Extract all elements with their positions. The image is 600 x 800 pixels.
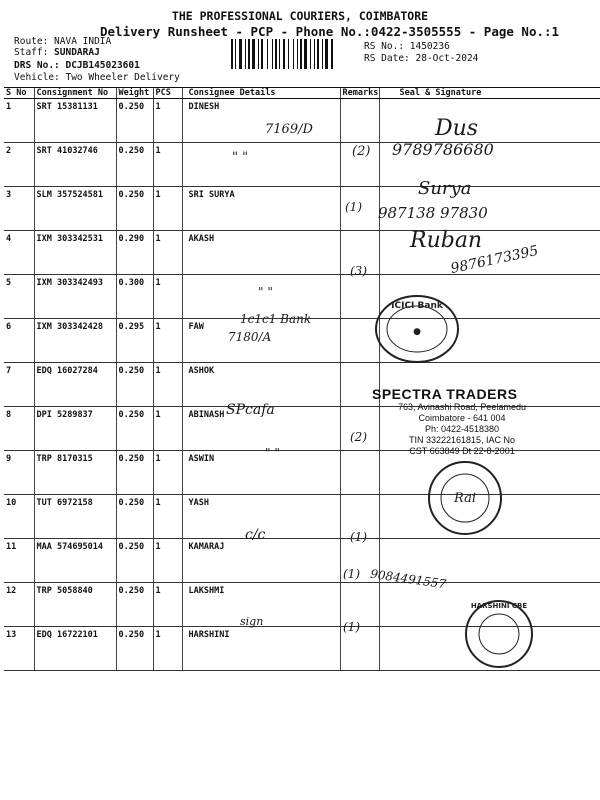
row-pcs: 1 (153, 627, 182, 671)
row-pcs: 1 (153, 451, 182, 495)
row-pcs: 1 (153, 363, 182, 407)
row-consignment-no: IXM 303342428 (34, 319, 116, 363)
row-sno: 9 (4, 451, 34, 495)
table-row (4, 451, 600, 495)
row-pcs: 1 (153, 275, 182, 319)
row-weight: 0.290 (116, 231, 153, 275)
spectra-stamp-tin: TIN 33222161815, IAC No (408, 435, 516, 445)
row-pcs: 1 (153, 143, 182, 187)
runsheet-table (4, 87, 600, 671)
row-sno: 6 (4, 319, 34, 363)
handwritten-remark: (3) (350, 264, 367, 278)
row-pcs: 1 (153, 231, 182, 275)
row-sno: 8 (4, 407, 34, 451)
row-weight: 0.250 (116, 627, 153, 671)
staff-label: Staff: (14, 47, 55, 58)
row-consignee: ASHOK (182, 363, 340, 407)
row-consignee: ASWIN (182, 451, 340, 495)
row-pcs: 1 (153, 407, 182, 451)
handwritten-remark: (2) (350, 430, 367, 444)
row-consignment-no: IXM 303342493 (34, 275, 116, 319)
rs-date: RS Date: 28-Oct-2024 (364, 53, 479, 64)
row-sno: 13 (4, 627, 34, 671)
staff-value: SUNDARAJ (54, 47, 100, 58)
row-weight: 0.250 (116, 407, 153, 451)
row-consignee: AKASH (182, 231, 340, 275)
table-header-row (4, 88, 600, 99)
handwritten-ditto: " " (265, 446, 280, 460)
row-consignee: ABINASH (182, 407, 340, 451)
row-consignment-no: SRT 41032746 (34, 143, 116, 187)
harshini-seal-stamp (462, 592, 536, 676)
row-sno: 11 (4, 539, 34, 583)
row-weight: 0.250 (116, 99, 153, 143)
row-weight: 0.250 (116, 539, 153, 583)
staff-line (14, 47, 100, 58)
spectra-stamp-name: SPECTRA TRADERS (372, 386, 518, 402)
spectra-stamp-cst: CST 663849 Dt 22-8-2001 (409, 446, 515, 456)
row-remarks (340, 451, 379, 495)
table-row (4, 539, 600, 583)
table-row (4, 143, 600, 187)
row-sno: 5 (4, 275, 34, 319)
row-consignment-no: TRP 8170315 (34, 451, 116, 495)
row-consignee: KAMARAJ (182, 539, 340, 583)
row-weight: 0.250 (116, 187, 153, 231)
row-weight: 0.250 (116, 583, 153, 627)
table-row (4, 495, 600, 539)
row-pcs: 1 (153, 319, 182, 363)
col-header-seal: Seal & Signature (379, 88, 600, 99)
row-consignee: DINESH (182, 99, 340, 143)
drs-label: DRS No.: (14, 60, 66, 71)
row-pcs: 1 (153, 495, 182, 539)
row-consignee: FAW (182, 319, 340, 363)
barcode (231, 39, 357, 69)
rs-number: RS No.: 1450236 (364, 41, 450, 52)
row-consignment-no: SLM 357524581 (34, 187, 116, 231)
handwritten-signature: SPcafa (226, 402, 275, 418)
row-sno: 12 (4, 583, 34, 627)
icici-bank-stamp (372, 292, 462, 366)
row-consignment-no: MAA 574695014 (34, 539, 116, 583)
spectra-stamp-address: 763, Avinashi Road, Peelamedu (398, 402, 526, 412)
row-consignment-no: TUT 6972158 (34, 495, 116, 539)
row-pcs: 1 (153, 583, 182, 627)
handwritten-phone: 9789786680 (392, 140, 494, 159)
handwritten-ditto: " " (258, 285, 273, 299)
row-consignment-no: TRP 5058840 (34, 583, 116, 627)
row-weight: 0.250 (116, 143, 153, 187)
vehicle-line: Vehicle: Two Wheeler Delivery (14, 72, 180, 83)
row-consignment-no: EDQ 16027284 (34, 363, 116, 407)
row-seal-signature (379, 99, 600, 143)
row-sno: 3 (4, 187, 34, 231)
row-pcs: 1 (153, 187, 182, 231)
row-consignee (182, 143, 340, 187)
handwritten-remark: (1) (350, 530, 367, 544)
handwritten-note: sign (240, 615, 264, 628)
handwritten-note: 7180/A (228, 330, 272, 344)
drs-value: DCJB145023601 (65, 60, 140, 71)
col-header-pcs: PCS (153, 88, 182, 99)
row-sno: 1 (4, 99, 34, 143)
row-weight: 0.250 (116, 363, 153, 407)
row-weight: 0.250 (116, 495, 153, 539)
spectra-stamp-phone: Ph: 0422-4518380 (424, 424, 500, 434)
handwritten-note: 1c1c1 Bank (240, 312, 312, 326)
handwritten-remark: (1) (343, 620, 360, 634)
row-sno: 4 (4, 231, 34, 275)
handwritten-signature: Ruban (410, 228, 483, 253)
row-pcs: 1 (153, 539, 182, 583)
handwritten-phone: 9084491557 (369, 566, 447, 592)
row-weight: 0.300 (116, 275, 153, 319)
table-row (4, 187, 600, 231)
spectra-stamp-city: Coimbatore - 641 004 (418, 413, 506, 423)
company-title: THE PROFESSIONAL COURIERS, COIMBATORE (171, 9, 429, 23)
row-consignment-no: DPI 5289837 (34, 407, 116, 451)
row-sno: 7 (4, 363, 34, 407)
handwritten-note: 7169/D (265, 122, 313, 137)
handwritten-signature: Surya (418, 178, 472, 199)
row-consignment-no: EDQ 16722101 (34, 627, 116, 671)
drs-line (14, 60, 140, 71)
row-weight: 0.250 (116, 451, 153, 495)
runsheet-subtitle: Delivery Runsheet - PCP - Phone No.:0422-3505555 - Page No.:1 (100, 24, 560, 39)
row-consignment-no: IXM 303342531 (34, 231, 116, 275)
circular-seal-stamp (425, 458, 505, 538)
col-header-weight: Weight (116, 88, 153, 99)
row-consignee: LAKSHMI (182, 583, 340, 627)
row-pcs: 1 (153, 99, 182, 143)
handwritten-phone: 987138 97830 (378, 204, 488, 222)
row-consignee: SRI SURYA (182, 187, 340, 231)
col-header-consignment: Consignment No (34, 88, 116, 99)
row-consignee: YASH (182, 495, 340, 539)
svg-text:Rai: Rai (454, 491, 476, 506)
col-header-remarks: Remarks (340, 88, 379, 99)
spectra-traders-stamp (372, 386, 552, 457)
row-weight: 0.295 (116, 319, 153, 363)
handwritten-phone: 9876173395 (449, 242, 540, 278)
row-consignee: HARSHINI (182, 627, 340, 671)
handwritten-ditto: " " (232, 150, 249, 165)
handwritten-remark: (1) (343, 567, 360, 581)
row-remarks (340, 99, 379, 143)
handwritten-note: c/c (245, 527, 266, 543)
row-sno: 2 (4, 143, 34, 187)
svg-text:●: ● (413, 327, 421, 337)
route-line: Route: NAVA INDIA (14, 36, 112, 47)
handwritten-remark: (1) (345, 200, 362, 214)
row-sno: 10 (4, 495, 34, 539)
icici-stamp-text: ICICI Bank (391, 301, 443, 311)
harshini-stamp-text: HARSHINI CBE (470, 602, 528, 610)
row-consignment-no: SRT 15381131 (34, 99, 116, 143)
col-header-consignee: Consignee Details (182, 88, 340, 99)
handwritten-signature: Dus (435, 116, 479, 141)
col-header-sno: S No (4, 88, 34, 99)
handwritten-remark: (2) (352, 144, 371, 159)
